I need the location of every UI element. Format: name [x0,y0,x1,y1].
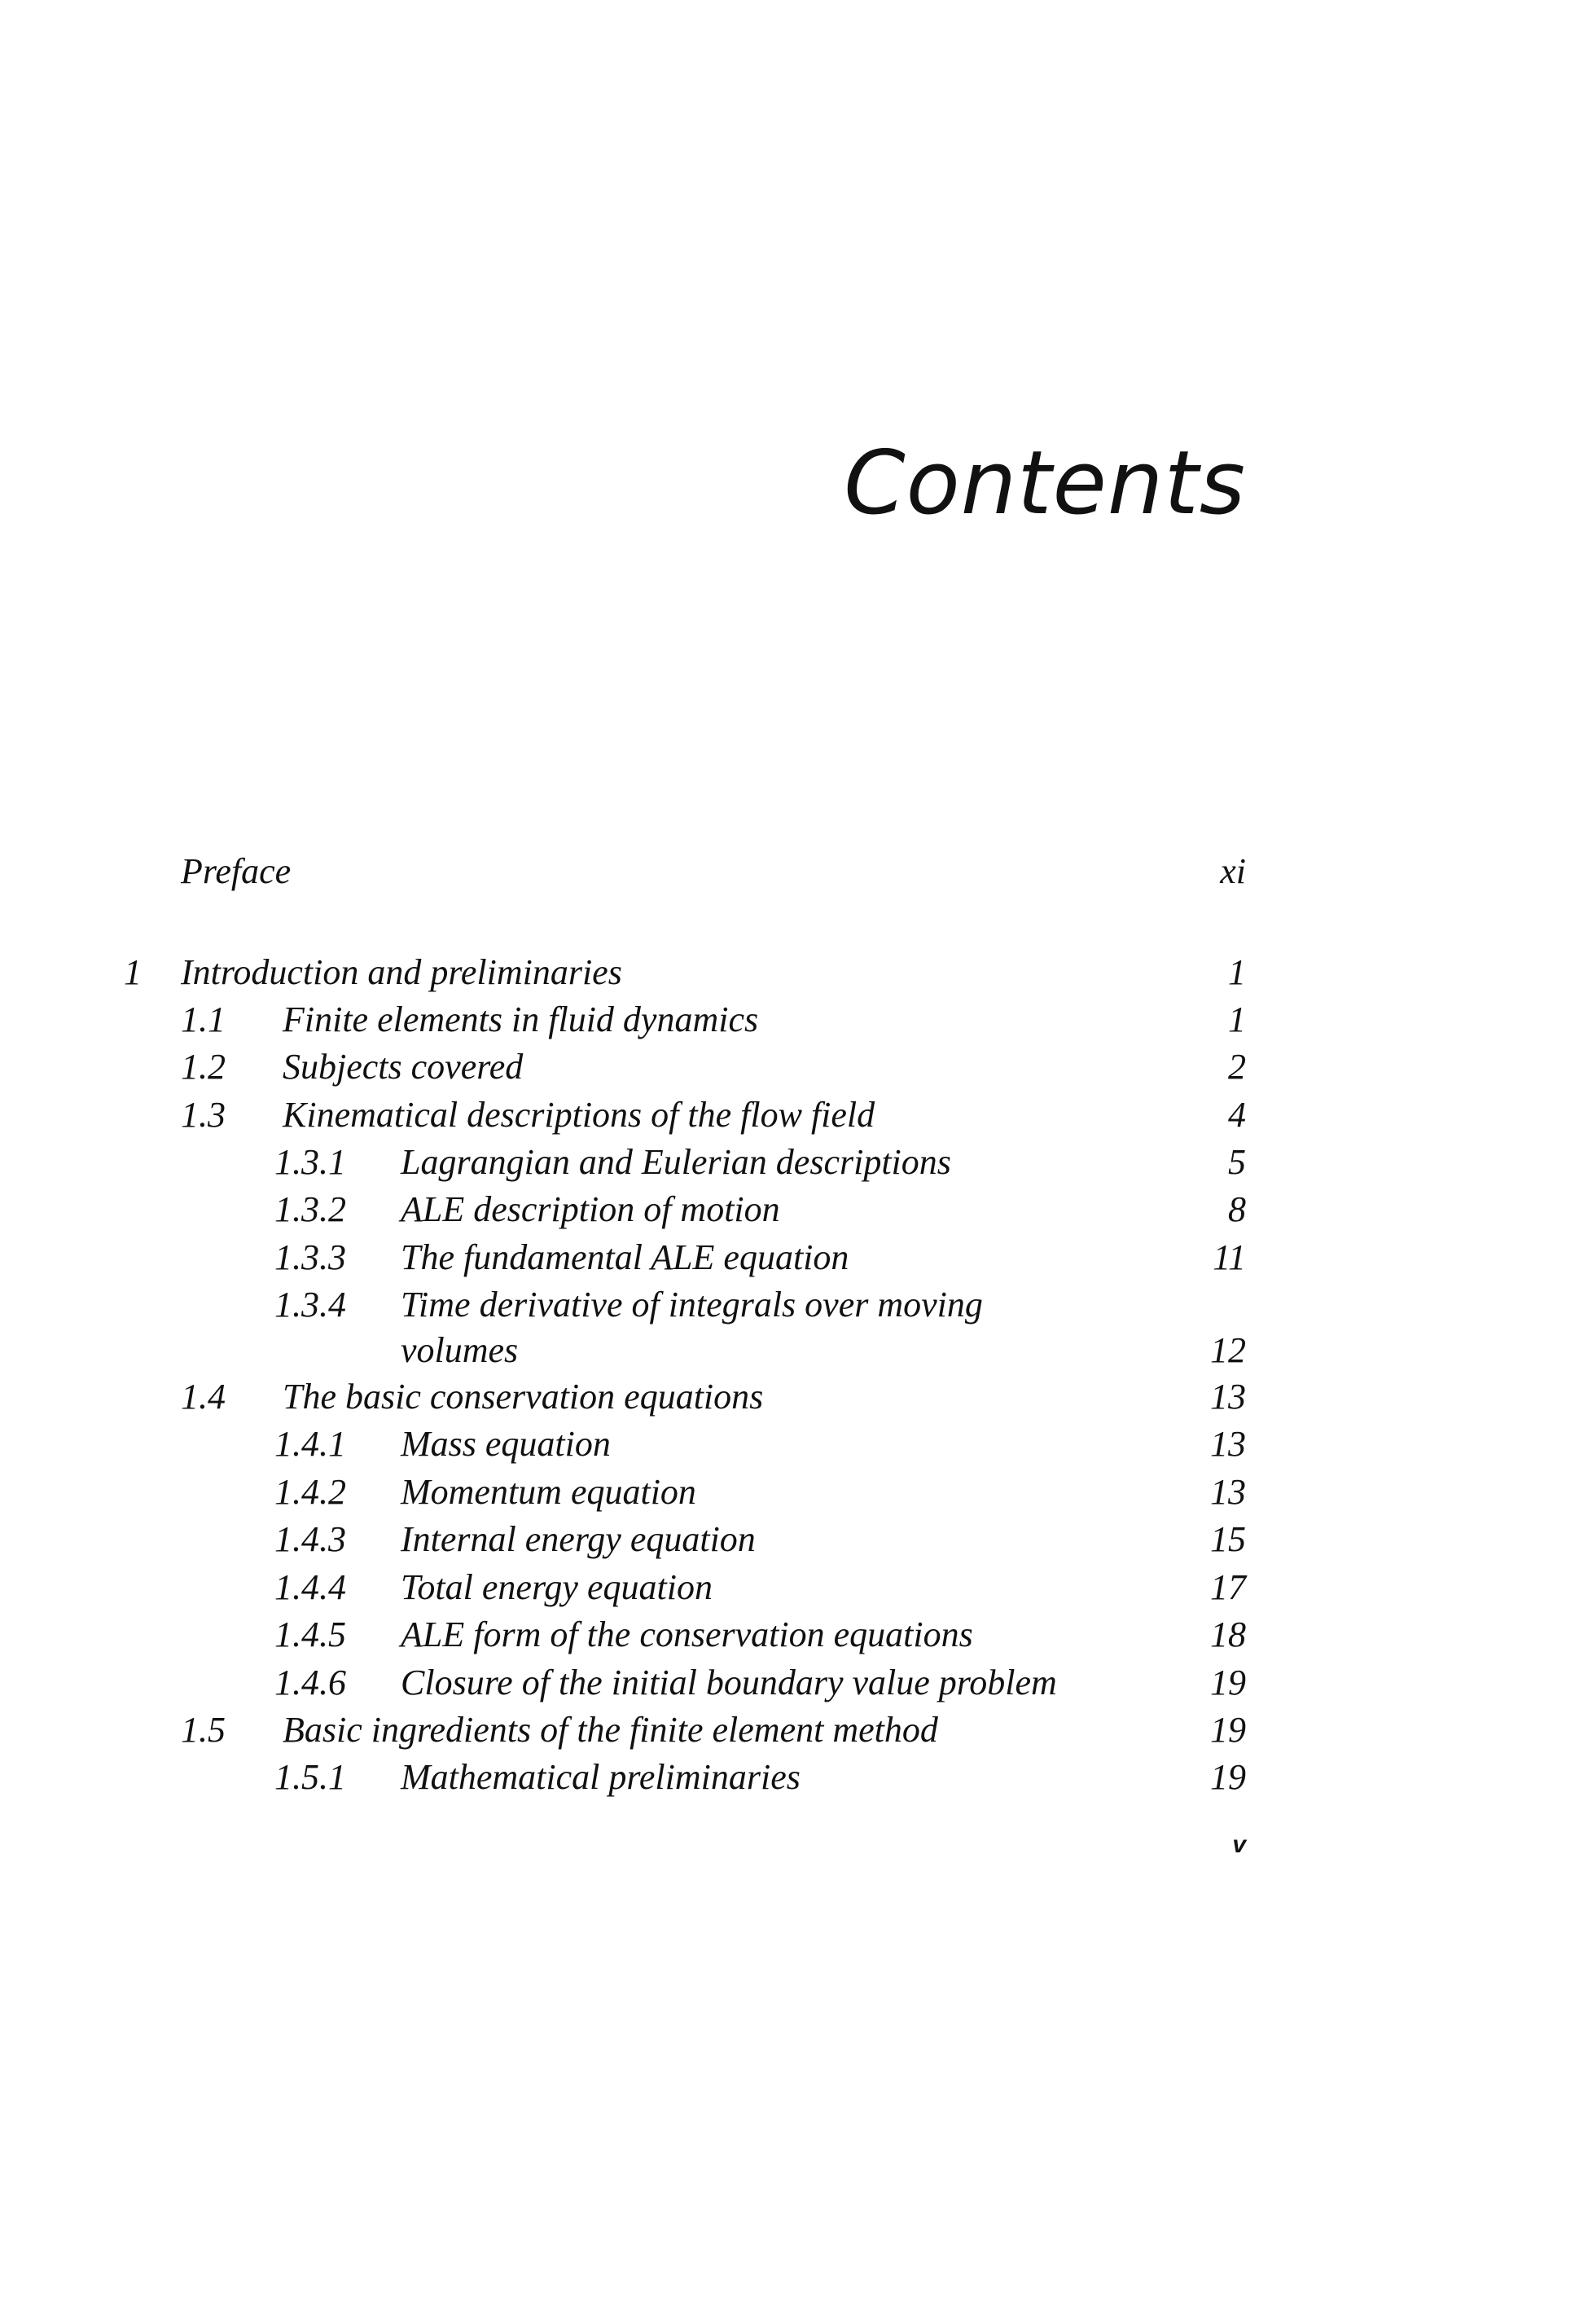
toc-entry-number: 1.4.4 [274,1567,346,1607]
toc-entry-page: 13 [1210,1472,1246,1512]
page-title: Contents [844,433,1246,534]
toc-entry-title: Preface [181,851,292,891]
toc-entry-title: Time derivative of integrals over moving [401,1285,983,1325]
toc-entry-title: ALE form of the conservation equations [401,1614,973,1654]
toc-entry-section-1-3 [0,1097,1588,1140]
toc-entry-subsection-1-3-4-continued [0,1330,1588,1375]
toc-entry-number: 1.4.6 [274,1663,346,1702]
toc-entry-preface [0,851,1588,896]
toc-entry-title: Subjects covered [283,1047,524,1087]
toc-entry-page: 2 [1228,1047,1246,1087]
toc-entry-page: 1 [1228,952,1246,992]
toc-entry-number: 1.1 [181,999,226,1039]
toc-entry-page: 19 [1210,1663,1246,1702]
page-number: v [1232,1831,1246,1858]
toc-entry-subsection-1-4-6 [0,1665,1588,1707]
toc-entry-page: 17 [1210,1567,1246,1607]
toc-entry-page: xi [1220,851,1246,891]
toc-entry-page: 11 [1213,1237,1246,1277]
toc-entry-subsection-1-4-2 [0,1474,1588,1517]
toc-entry-section-1-1 [0,999,1588,1044]
toc-entry-page: 19 [1210,1710,1246,1750]
toc-entry-subsection-1-4-4 [0,1567,1588,1612]
toc-entry-title: Total energy equation [401,1567,713,1607]
toc-entry-title: Internal energy equation [401,1519,756,1559]
toc-entry-title: ALE description of motion [401,1189,780,1229]
toc-entry-page: 19 [1210,1757,1246,1797]
toc-entry-number: 1.5.1 [274,1757,346,1797]
toc-entry-number: 1.4 [181,1377,226,1417]
toc-entry-number: 1.5 [181,1710,226,1750]
toc-entry-title: Kinematical descriptions of the flow field [283,1095,875,1135]
toc-entry-subsection-1-3-2 [0,1189,1588,1234]
toc-entry-number: 1.3.4 [274,1285,346,1325]
toc-entry-number: 1 [124,952,142,992]
toc-entry-title: The basic conservation equations [283,1377,764,1417]
toc-entry-number: 1.4.1 [274,1424,346,1464]
toc-entry-subsection-1-4-3 [0,1519,1588,1564]
toc-entry-page: 13 [1210,1424,1246,1464]
toc-entry-title: The fundamental ALE equation [401,1237,849,1277]
toc-entry-title-continuation: volumes [401,1330,519,1370]
toc-entry-page: 13 [1210,1377,1246,1417]
toc-entry-number: 1.3 [181,1095,226,1135]
toc-entry-subsection-1-3-1 [0,1144,1588,1187]
toc-entry-title: Closure of the initial boundary value problem [401,1663,1057,1702]
toc-entry-page: 15 [1210,1519,1246,1559]
toc-entry-number: 1.3.2 [274,1189,346,1229]
toc-entry-page: 12 [1210,1330,1246,1370]
toc-entry-title: Lagrangian and Eulerian descriptions [401,1142,951,1182]
toc-entry-subsection-1-4-1 [0,1426,1588,1469]
toc-entry-subsection-1-4-5 [0,1614,1588,1659]
toc-entry-page: 8 [1228,1189,1246,1229]
toc-entry-title: Finite elements in fluid dynamics [283,999,759,1039]
toc-entry-page: 5 [1228,1142,1246,1182]
toc-entry-number: 1.3.1 [274,1142,346,1182]
toc-entry-section-1-5 [0,1712,1588,1755]
toc-entry-number: 1.2 [181,1047,226,1087]
toc-entry-number: 1.4.2 [274,1472,346,1512]
toc-entry-title: Mass equation [401,1424,611,1464]
toc-entry-number: 1.4.5 [274,1614,346,1654]
toc-entry-number: 1.3.3 [274,1237,346,1277]
toc-entry-title: Introduction and preliminaries [181,952,622,992]
toc-entry-page: 1 [1228,999,1246,1039]
toc-entry-subsection-1-3-3 [0,1237,1588,1282]
toc-entry-title: Mathematical preliminaries [401,1757,801,1797]
toc-entry-subsection-1-3-4 [0,1287,1588,1329]
toc-entry-page: 4 [1228,1095,1246,1135]
toc-entry-section-1-2 [0,1049,1588,1092]
toc-entry-section-1-4 [0,1379,1588,1421]
toc-entry-chapter-1 [0,952,1588,997]
toc-entry-title: Momentum equation [401,1472,696,1512]
toc-entry-title: Basic ingredients of the finite element method [283,1710,938,1750]
toc-entry-subsection-1-5-1 [0,1759,1588,1802]
toc-entry-page: 18 [1210,1614,1246,1654]
toc-entry-number: 1.4.3 [274,1519,346,1559]
